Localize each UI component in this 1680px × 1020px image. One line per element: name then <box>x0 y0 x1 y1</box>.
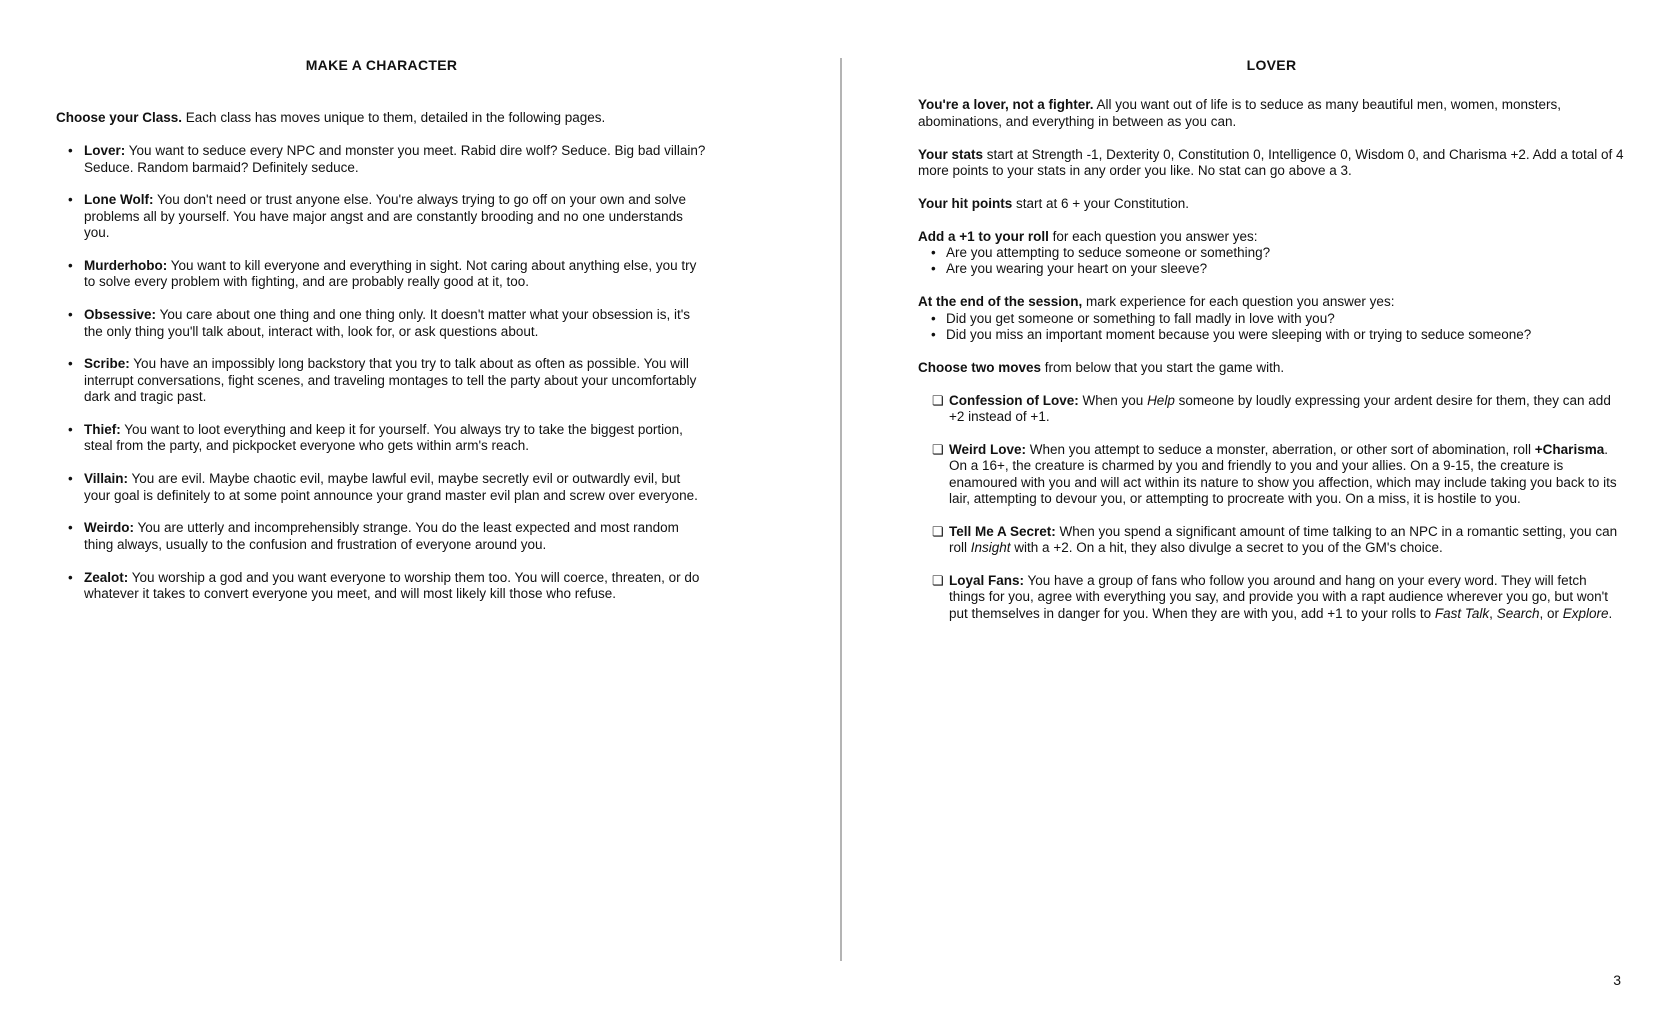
text-segment: You have a group of fans who follow you around and hang on your every word. They will fetch things for you, agree with everything you say, and provide you with a rapt audience wherever you go, but won't put themselves in danger for you. When they are with you, add +1 to your rolls to <box>949 573 1608 621</box>
class-name: Murderhobo: <box>84 258 168 274</box>
class-description: You are evil. Maybe chaotic evil, maybe lawful evil, maybe secretly evil or outwardly evil, but your goal is definitely to at some point announce your grand master evil plan and screw over everyone. <box>84 471 698 503</box>
class-description: You want to loot everything and keep it for yourself. You always try to take the biggest portion, steal from the party, and pickpocket everyone who gets within arm's reach. <box>84 422 683 454</box>
move-text <box>949 524 1617 555</box>
left-page-title: MAKE A CHARACTER <box>305 57 458 73</box>
paragraph <box>918 360 1625 376</box>
left-intro-paragraph <box>56 110 707 126</box>
text-segment: Search <box>1496 605 1540 621</box>
bullet-icon: • <box>68 356 73 372</box>
checkbox-icon: ❏ <box>932 392 944 408</box>
question-list <box>918 245 1625 278</box>
text-segment: from below that you start the game with. <box>1041 359 1285 375</box>
text-segment: When you spend a significant amount of time talking to an NPC in a romantic setting, you can roll <box>949 523 1618 556</box>
text-segment: Tell Me A Secret: <box>949 523 1056 539</box>
move-text <box>949 442 1617 506</box>
text-segment: mark experience for each question you answer yes: <box>1082 294 1395 310</box>
text-segment: , <box>1489 605 1497 621</box>
text-segment: start at 6 + your Constitution. <box>1012 195 1189 211</box>
text-segment: When you <box>1078 392 1148 408</box>
question-text: Are you attempting to seduce someone or something? <box>946 245 1271 261</box>
text-segment: Each class has moves unique to them, detailed in the following pages. <box>182 110 606 126</box>
bullet-icon: • <box>68 307 73 323</box>
text-segment: Choose two moves <box>918 359 1042 375</box>
text-segment: Weird Love: <box>949 441 1027 457</box>
class-item <box>56 570 707 603</box>
bullet-icon: • <box>931 310 936 326</box>
class-name: Zealot: <box>84 569 129 585</box>
paragraph <box>918 294 1625 310</box>
text-segment: Add a +1 to your roll <box>918 228 1049 244</box>
text-segment: Loyal Fans: <box>949 573 1025 589</box>
class-item <box>56 471 707 504</box>
class-name: Thief: <box>84 422 121 438</box>
question-text: Are you wearing your heart on your sleeve? <box>946 261 1208 277</box>
page-number: 3 <box>1613 972 1621 988</box>
class-description: You don't need or trust anyone else. You're always trying to go off on your own and solve problems all by yourself. You have major angst and are constantly brooding and no one understands you. <box>84 192 687 241</box>
question-text: Did you get someone or something to fall madly in love with you? <box>946 310 1335 326</box>
bullet-icon: • <box>931 261 936 277</box>
class-name: Obsessive: <box>84 307 157 323</box>
text-segment: Your stats <box>918 146 984 162</box>
question-text: Did you miss an important moment because you were sleeping with or trying to seduce someone? <box>946 327 1532 343</box>
class-item <box>56 192 707 241</box>
class-item <box>56 520 707 553</box>
text-segment: . On a 16+, the creature is charmed by you and friendly to you and your allies. On a 9-15, the creature is enamoured with you and will act within its nature to show you affection, which may include taking you back to its lair, attempting to devour you, or attempting to procreate with you. On a miss, it is hostile to you. <box>949 441 1617 507</box>
right-page-content <box>918 97 1625 622</box>
text-segment: Your hit points <box>918 195 1013 211</box>
text-segment: Help <box>1147 392 1175 408</box>
class-name: Scribe: <box>84 356 130 372</box>
question-item <box>918 261 1625 277</box>
checkbox-icon: ❏ <box>932 523 944 539</box>
class-item <box>56 422 707 455</box>
question-list <box>918 311 1625 344</box>
bullet-icon: • <box>68 422 73 438</box>
class-list <box>56 143 707 602</box>
text-segment: Explore <box>1562 605 1609 621</box>
move-item <box>918 393 1625 426</box>
bullet-icon: • <box>931 245 936 261</box>
move-item <box>918 442 1625 508</box>
paragraph <box>918 147 1625 180</box>
class-description: You worship a god and you want everyone to worship them too. You will coerce, threaten, or do whatever it takes to convert everyone you meet, and will most likely kill those who refuse. <box>84 569 700 602</box>
bullet-icon: • <box>68 520 73 536</box>
text-segment: When you attempt to seduce a monster, aberration, or other sort of abomination, roll <box>1026 441 1535 457</box>
column-divider-line <box>840 58 842 961</box>
class-description: You care about one thing and one thing only. It doesn't matter what your obsession is, it's the only thing you'll talk about, interact with, look for, or ask questions about. <box>84 307 691 339</box>
text-segment: Choose your Class. <box>56 110 183 126</box>
bullet-icon: • <box>68 143 73 159</box>
paragraph <box>918 97 1625 130</box>
question-item <box>918 311 1625 327</box>
move-item <box>918 524 1625 557</box>
paragraph <box>918 229 1625 245</box>
right-page <box>918 57 1625 639</box>
checkbox-icon: ❏ <box>932 441 944 457</box>
class-item <box>56 143 707 176</box>
left-page <box>56 57 707 619</box>
question-item <box>918 327 1625 343</box>
paragraph <box>918 196 1625 212</box>
text-segment: start at Strength -1, Dexterity 0, Constitution 0, Intelligence 0, Wisdom 0, and Charisma +2. Add a total of 4 more points to your stats in any order you like. No stat can go above a 3. <box>918 146 1624 179</box>
move-text <box>949 573 1612 621</box>
bullet-icon: • <box>68 471 73 487</box>
question-item <box>918 245 1625 261</box>
text-segment: with a +2. On a hit, they also divulge a secret to you of the GM's choice. <box>1010 540 1443 556</box>
class-item <box>56 258 707 291</box>
text-segment: , or <box>1539 605 1563 621</box>
class-name: Villain: <box>84 471 129 487</box>
bullet-icon: • <box>68 569 73 585</box>
checkbox-icon: ❏ <box>932 573 944 589</box>
text-segment: . <box>1608 605 1613 621</box>
text-segment: for each question you answer yes: <box>1048 228 1258 244</box>
text-segment: All you want out of life is to seduce as many beautiful men, women, monsters, abominations, and everything in between as you can. <box>918 97 1561 129</box>
text-segment: At the end of the session, <box>918 294 1083 310</box>
class-name: Weirdo: <box>84 520 134 536</box>
text-segment: Fast Talk <box>1434 605 1490 621</box>
class-name: Lone Wolf: <box>84 192 154 208</box>
bullet-icon: • <box>68 192 73 208</box>
text-segment: Confession of Love: <box>949 392 1079 408</box>
text-segment: You're a lover, not a fighter. <box>918 97 1094 113</box>
right-page-title: LOVER <box>1246 57 1297 73</box>
moves-list <box>918 393 1625 623</box>
class-item <box>56 356 707 405</box>
text-segment: Insight <box>970 540 1011 556</box>
bullet-icon: • <box>931 327 936 343</box>
class-description: You want to seduce every NPC and monster you meet. Rabid dire wolf? Seduce. Big bad villain? Seduce. Random barmaid? Definitely seduce. <box>84 143 706 175</box>
bullet-icon: • <box>68 258 73 274</box>
class-description: You are utterly and incomprehensibly strange. You do the least expected and most random thing always, usually to the confusion and frustration of everyone around you. <box>84 520 679 552</box>
move-item <box>918 573 1625 622</box>
text-segment: someone by loudly expressing your ardent desire for them, they can add +2 instead of +1. <box>949 392 1611 425</box>
class-item <box>56 307 707 340</box>
class-description: You have an impossibly long backstory that you try to talk about as often as possible. You will interrupt conversations, fight scenes, and traveling montages to tell the party about your uncomfortably dark and tragic past. <box>84 356 697 405</box>
class-name: Lover: <box>84 143 126 159</box>
text-segment: +Charisma <box>1534 441 1605 457</box>
class-description: You want to kill everyone and everything in sight. Not caring about anything else, you try to solve every problem with fighting, and are probably really good at it, too. <box>84 258 697 290</box>
move-text <box>949 393 1611 424</box>
